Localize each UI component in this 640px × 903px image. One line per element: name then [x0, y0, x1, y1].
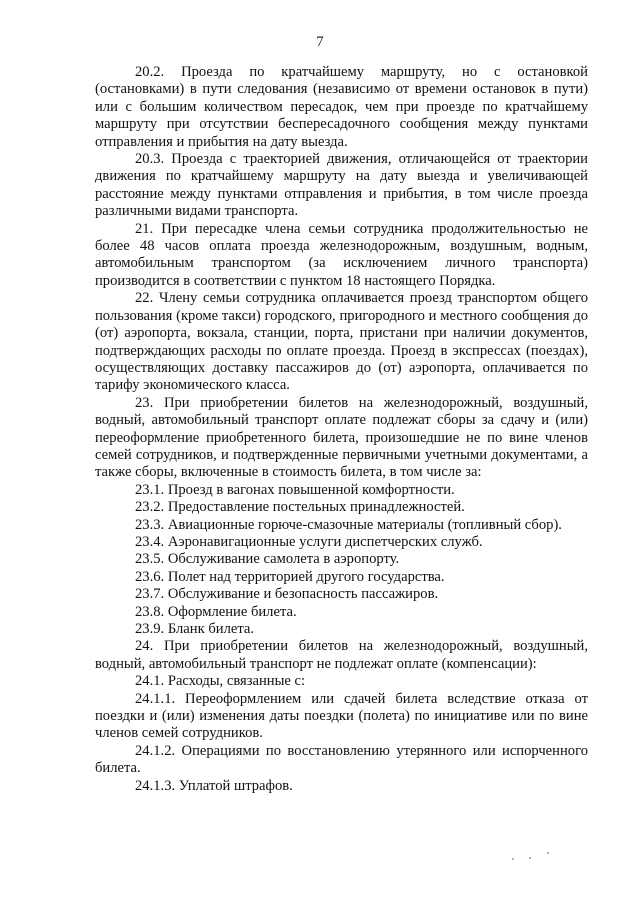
list-item-23-5: 23.5. Обслуживание самолета в аэропорту. — [135, 551, 400, 568]
scan-speck — [547, 852, 549, 854]
document-body — [95, 64, 588, 795]
paragraph-21: 21. При пересадке члена семьи сотрудника продолжительностью не более 48 часов оплата проезда железнодорожным, воздушным, водным, автомобильным транспортом (за исключением личного транспорта) производится в соответствии с пунктом 18 настоящего Порядка. — [95, 220, 588, 289]
list-item-23-1: 23.1. Проезд в вагонах повышенной комфортности. — [135, 481, 455, 498]
paragraph-22: 22. Члену семьи сотрудника оплачивается проезд транспортом общего пользования (кроме такси) городского, пригородного и местного сообщения до (от) аэропорта, вокзала, станции, порта, пристани при наличии документов, подтверждающих расходы по оплате проезда. Проезд в экспрессах (поездах), осуществляющих доставку пассажиров до (от) аэропорта, оплачивается по тарифу экономического класса. — [95, 290, 588, 394]
scan-speck — [529, 857, 531, 859]
paragraph-23: 23. При приобретении билетов на железнодорожный, воздушный, водный, автомобильный транспорт оплате подлежат сборы за сдачу и (или) переоформление приобретенного билета, произошедшие не по вине членов семей сотрудников, и подтвержденные первичными учетными документами, а также сборы, включенные в стоимость билета, в том числе за: — [95, 394, 588, 481]
list-item-23-6: 23.6. Полет над территорией другого государства. — [135, 568, 445, 585]
paragraph-24-1-2: 24.1.2. Операциями по восстановлению утерянного или испорченного билета. — [95, 742, 588, 777]
list-item-23-9: 23.9. Бланк билета. — [135, 621, 255, 637]
scan-speck — [512, 858, 514, 860]
list-item-23-2: 23.2. Предоставление постельных принадлежностей. — [135, 499, 465, 516]
paragraph-24-1-3: 24.1.3. Уплатой штрафов. — [135, 777, 293, 794]
paragraph-20-2: 20.2. Проезда по кратчайшему маршруту, но с остановкой (остановками) в пути следования (независимо от времени остановок в пути) или с большим количеством пересадок, чем при проезде по кратчайшему маршруту при отсутствии беспересадочного сообщения между пунктами отправления и прибытия на дату выезда. — [95, 64, 588, 150]
paragraph-24-1-1: 24.1.1. Переоформлением или сдачей билета вследствие отказа от поездки и (или) изменения даты поездки (полета) по инициативе или по вине членов семей сотрудников. — [95, 690, 588, 742]
paragraph-24: 24. При приобретении билетов на железнодорожный, воздушный, водный, автомобильный транспорт не подлежат оплате (компенсации): — [95, 638, 588, 672]
list-item-23-3: 23.3. Авиационные горюче-смазочные материалы (топливный сбор). — [135, 516, 562, 533]
page-number: 7 — [316, 34, 324, 50]
paragraph-20-3: 20.3. Проезда с траекторией движения, отличающейся от траектории движения по кратчайшему маршруту на дату выезда и увеличивающей расстояние между пунктами отправления и прибытия, в том числе проезда различными видами транспорта. — [95, 151, 588, 220]
list-item-23-7: 23.7. Обслуживание и безопасность пассажиров. — [135, 586, 439, 603]
list-item-23-4: 23.4. Аэронавигационные услуги диспетчерских служб. — [135, 533, 483, 550]
list-item-23-8: 23.8. Оформление билета. — [135, 603, 297, 620]
paragraph-24-1: 24.1. Расходы, связанные с: — [135, 673, 306, 690]
